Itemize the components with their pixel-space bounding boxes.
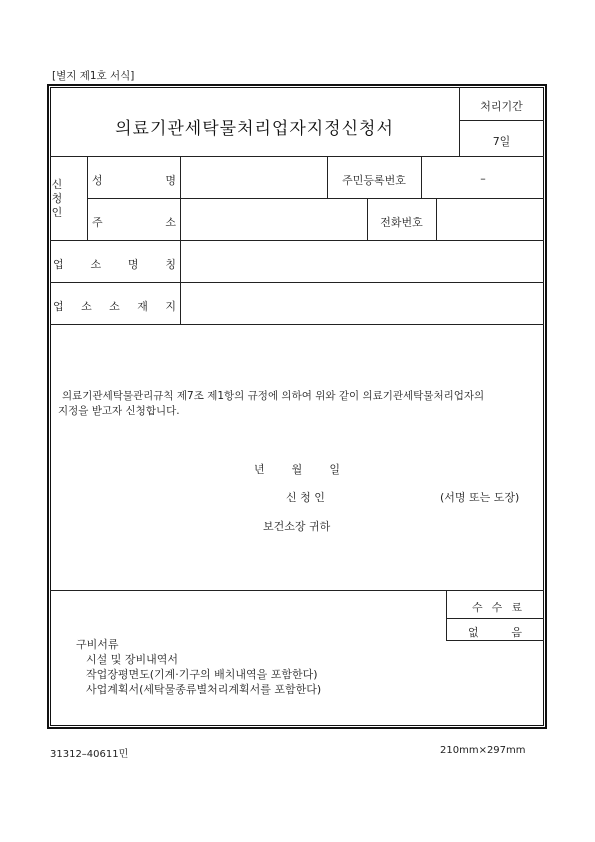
divider — [446, 640, 544, 641]
divider — [50, 590, 544, 591]
paper-size: 210mm×297mm — [440, 745, 526, 756]
divider — [50, 324, 544, 325]
phone-field[interactable] — [437, 199, 544, 239]
processing-period-label: 처리기간 — [480, 100, 523, 113]
divider — [446, 590, 447, 640]
applicant-sign-label: 신 청 인 — [286, 491, 325, 504]
sign-note: (서명 또는 도장) — [440, 491, 520, 504]
applicant-group-label: 신 청 인 — [51, 178, 63, 219]
business-location-label: 업 소 소 재 지 — [53, 300, 176, 313]
form-title: 의료기관세탁물처리업자지정신청서 — [115, 119, 394, 139]
name-field[interactable] — [181, 157, 326, 197]
fee-label: 수 수 료 — [472, 601, 522, 614]
rrn-label: 주민등록번호 — [342, 174, 406, 187]
address-label: 주 소 — [92, 216, 176, 229]
phone-label: 전화번호 — [380, 216, 423, 229]
business-location-field[interactable] — [181, 283, 544, 323]
form-tag: [별지 제1호 서식] — [52, 70, 135, 82]
document-item: 작업장평면도(기계·기구의 배치내역을 포함한다) — [86, 668, 318, 681]
address-field[interactable] — [181, 199, 366, 239]
statement-line-2: 지정을 받고자 신청합니다. — [58, 405, 180, 417]
processing-period-value: 7일 — [492, 135, 511, 148]
date-line: 년 월 일 — [254, 463, 340, 476]
divider — [87, 156, 88, 240]
form-code: 31312–40611민 — [50, 749, 129, 760]
divider — [446, 618, 544, 619]
addressee: 보건소장 귀하 — [263, 520, 331, 533]
document-item: 시설 및 장비내역서 — [86, 653, 179, 666]
business-name-label: 업 소 명 칭 — [53, 258, 176, 271]
fee-value: 없 음 — [468, 626, 522, 639]
name-label: 성 명 — [92, 174, 176, 187]
rrn-value[interactable]: – — [480, 172, 486, 185]
statement-line-1: 의료기관세탁물관리규칙 제7조 제1항의 규정에 의하여 위와 같이 의료기관세탁물처리업자의 — [62, 390, 485, 402]
document-item: 사업계획서(세탁물종류별처리계획서를 포함한다) — [86, 683, 322, 696]
documents-heading: 구비서류 — [76, 638, 119, 651]
business-name-field[interactable] — [181, 241, 544, 281]
divider — [459, 120, 544, 121]
